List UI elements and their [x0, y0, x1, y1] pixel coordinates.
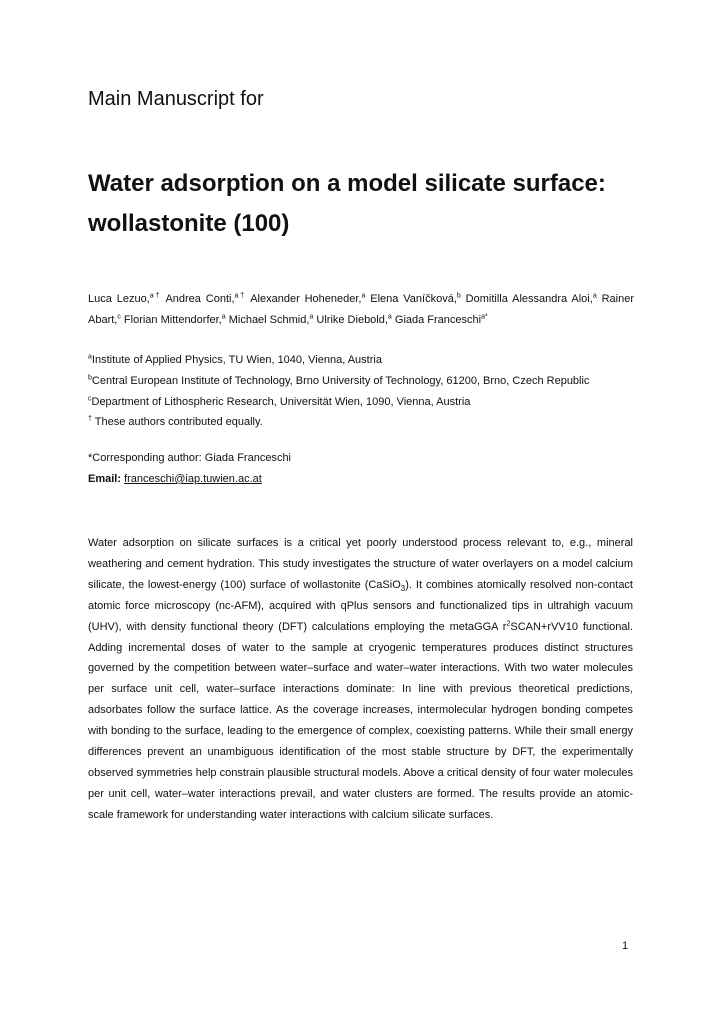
email-label: Email:: [88, 473, 122, 485]
author-affiliation-mark: a: [592, 292, 597, 300]
affiliation-item: [88, 371, 648, 392]
author-name: Michael Schmid,: [228, 314, 310, 326]
abstract-text-3: SCAN+rVV10 functional. Adding incremental doses of water to the sample at cryogenic temperatures produces distinct structures governed by the competition between water–surface and water–water interactions. With two water molecules per surface unit cell, water–surface interactions dominate: In line with previous theoretical predictions, adsorbates follow the surface lattice. As the coverage increases, intermolecular hydrogen bonding competes with bonding to the surface, leading to the emergence of complex, coexisting patterns. While their small energy differences prevent an unambiguous identification of the most stable structure by DFT, the experimentally observed symmetries help constrain plausible structural models. Above a critical density of four water molecules per unit cell, water–water interactions prevail, and water clusters are formed. The results provide an atomic-scale framework for understanding water interactions with calcium silicate surfaces.: [88, 620, 633, 821]
affiliation-text: These authors contributed equally.: [91, 416, 263, 429]
author-name: Giada Franceschi: [394, 314, 482, 326]
author-affiliation-mark: b: [456, 292, 461, 300]
email-line: [88, 469, 648, 490]
author-name: Alexander Hoheneder,: [250, 293, 362, 305]
email-link[interactable]: franceschi@iap.tuwien.ac.at: [124, 473, 262, 485]
author-affiliation-mark: a: [221, 313, 226, 321]
affiliation-text: Department of Lithospheric Research, Universität Wien, 1090, Vienna, Austria: [91, 395, 471, 408]
abstract-text-2: ). It combines atomically resolved non-contact atomic force microscopy (nc-AFM), acquired with qPlus sensors and functionalized tips in ultrahigh vacuum (UHV), with density functional theory (DFT) calculations employing the metaGGA r: [88, 578, 633, 633]
paper-title: [88, 164, 648, 244]
author-name: Elena Vaníčková,: [370, 293, 457, 305]
corresponding-author: *Corresponding author: Giada Franceschi: [88, 452, 292, 464]
author-name: Andrea Conti,: [165, 293, 235, 305]
abstract: [88, 533, 633, 826]
author-name: Florian Mittendorfer,: [123, 314, 222, 326]
affiliation-list: [88, 350, 648, 433]
affiliation-item: [88, 412, 648, 433]
author-affiliation-mark: a*: [481, 313, 488, 321]
affiliation-text: Institute of Applied Physics, TU Wien, 1040, Vienna, Austria: [91, 354, 382, 366]
page-number: 1: [622, 940, 629, 952]
abstract-text-1: Water adsorption on silicate surfaces is a critical yet poorly understood process relevant to, e.g., mineral weathering and cement hydration. This study investigates the structure of water overlayers on a model calcium silicate, the lowest-energy (100) surface of wollastonite (CaSiO: [88, 537, 633, 591]
author-affiliation-mark: a: [361, 292, 366, 300]
author-affiliation-mark: c: [117, 313, 121, 321]
affiliation-item: [88, 392, 648, 413]
abstract-superscript: 2: [506, 619, 511, 627]
author-name: Ulrike Diebold,: [316, 314, 388, 326]
author-list: [88, 289, 634, 331]
author-name: Luca Lezuo,: [88, 293, 150, 305]
author-affiliation-mark: a†: [149, 292, 162, 300]
abstract-subscript: 3: [400, 584, 406, 593]
author-affiliation-mark: a: [387, 313, 392, 321]
affiliation-text: Central European Institute of Technology, Brno University of Technology, 61200, Brno, Czech Republic: [91, 374, 590, 387]
affiliation-mark: †: [88, 415, 92, 423]
contact-block: [88, 448, 648, 490]
affiliation-mark: c: [88, 394, 92, 402]
title-line-2: wollastonite (100): [88, 210, 290, 237]
author-name: Domitilla Alessandra Aloi,: [465, 293, 593, 305]
author-affiliation-mark: a: [309, 313, 314, 321]
title-line-1: Water adsorption on a model silicate surface:: [88, 170, 606, 197]
affiliation-mark: a: [88, 353, 92, 361]
author-name: Rainer Abart,: [88, 293, 634, 326]
affiliation-mark: b: [88, 374, 92, 382]
pre-title: Main Manuscript for: [88, 88, 264, 110]
author-affiliation-mark: a†: [234, 292, 246, 300]
affiliation-item: [88, 350, 648, 371]
